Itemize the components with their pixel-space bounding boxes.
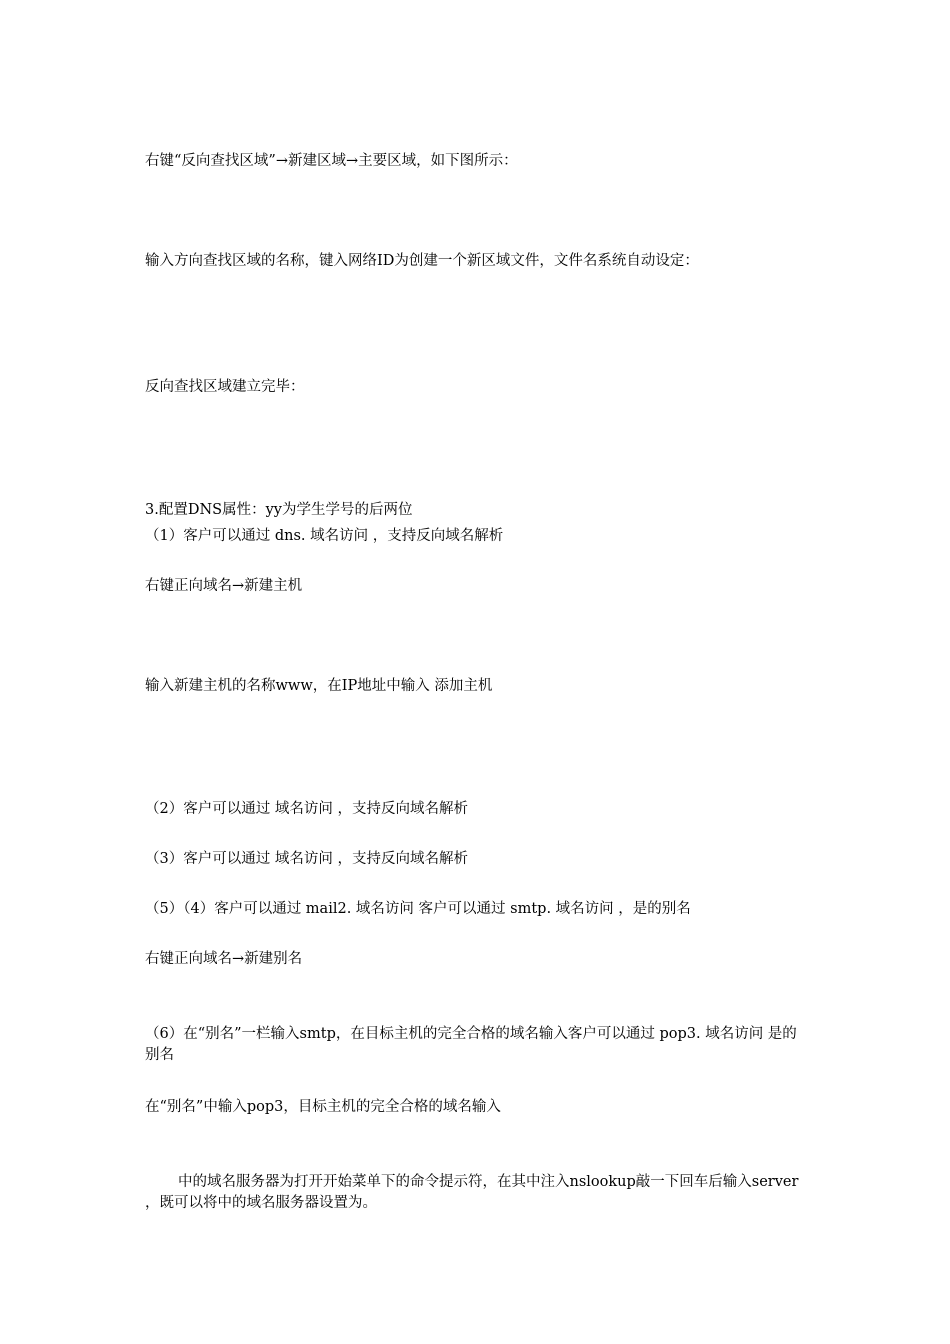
paragraph-zone-complete: 反向查找区域建立完毕： xyxy=(145,379,305,395)
paragraph-item-6: （6）在“别名”一栏输入smtp，在目标主机的完全合格的域名输入客户可以通过 pop3. 域名访问 是的别名 xyxy=(145,1026,797,1063)
paragraph-item-1: （1）客户可以通过 dns. 域名访问 ，支持反向域名解析 xyxy=(145,528,504,544)
paragraph-item-2: （2）客户可以通过 域名访问 ，支持反向域名解析 xyxy=(145,801,468,817)
paragraph-zone-name-step: 输入方向查找区域的名称，键入网络ID为创建一个新区域文件，文件名系统自动设定： xyxy=(145,253,699,269)
paragraph-new-host-step: 右键正向域名→新建主机 xyxy=(145,578,303,594)
paragraph-item-3: （3）客户可以通过 域名访问 ，支持反向域名解析 xyxy=(145,851,468,867)
paragraph-item-5-4: （5）（4）客户可以通过 mail2. 域名访问 客户可以通过 smtp. 域名访问 ，是的别名 xyxy=(145,901,691,917)
paragraph-new-alias-step: 右键正向域名→新建别名 xyxy=(145,951,303,967)
paragraph-reverse-zone-step: 右键“反向查找区域”→新建区域→主要区域，如下图所示： xyxy=(145,153,518,169)
section-heading-dns-config: 3.配置DNS属性：yy为学生学号的后两位 xyxy=(145,502,413,518)
paragraph-alias-pop3-step: 在“别名”中输入pop3，目标主机的完全合格的域名输入 xyxy=(145,1099,501,1115)
paragraph-nslookup-instructions: 中的域名服务器为打开开始菜单下的命令提示符，在其中注入nslookup敲一下回车后输入server ，既可以将中的域名服务器设置为。 xyxy=(145,1174,799,1211)
paragraph-host-name-step: 输入新建主机的名称www，在IP地址中输入 添加主机 xyxy=(145,678,493,694)
